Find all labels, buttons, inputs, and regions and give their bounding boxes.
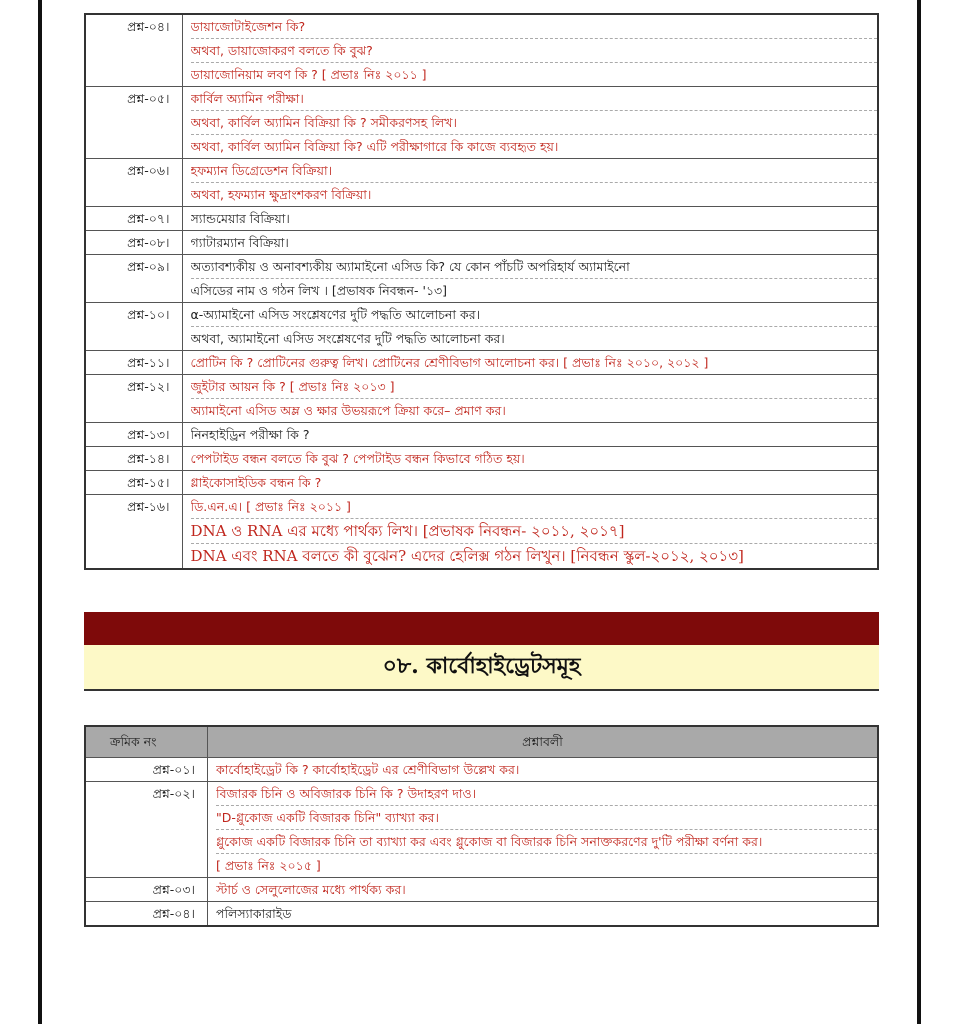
section-title-bar	[84, 645, 879, 691]
column-header-serial: ক্রমিক নং	[85, 726, 208, 758]
question-number: প্রশ্ন-১৩।	[85, 423, 182, 447]
question-text-cell	[182, 231, 878, 255]
question-line: "D-গ্লুকোজ একটি বিজারক চিনি" ব্যাখ্যা কর।	[216, 805, 877, 829]
question-number: প্রশ্ন-০৫।	[85, 87, 182, 159]
table-row	[85, 255, 878, 303]
table-row	[85, 471, 878, 495]
question-line: অ্যামাইনো এসিড অম্ল ও ক্ষার উভয়রূপে ক্রিয়া করে– প্রমাণ কর।	[191, 398, 878, 422]
question-text-cell	[182, 423, 878, 447]
question-line: ডায়াজোনিয়াম লবণ কি ? [ প্রভাঃ নিঃ ২০১১ ]	[191, 62, 878, 86]
table-row	[85, 351, 878, 375]
question-line: কার্বোহাইড্রেট কি ? কার্বোহাইড্রেট এর শ্রেণীবিভাগ উল্লেখ কর।	[216, 762, 520, 777]
question-text-cell	[182, 303, 878, 351]
question-number: প্রশ্ন-০৯।	[85, 255, 182, 303]
question-number: প্রশ্ন-০২।	[85, 782, 208, 878]
question-number: প্রশ্ন-১১।	[85, 351, 182, 375]
question-text-cell	[208, 902, 879, 927]
table-row	[85, 495, 878, 570]
question-line: DNA এবং RNA বলতে কী বুঝেন? এদের হেলিক্স গঠন লিখুন। [নিবন্ধন স্কুল-২০১২, ২০১৩]	[191, 543, 878, 568]
question-line: প্রোটিন কি ? প্রোটিনের গুরুত্ব লিখ। প্রোটিনের শ্রেণীবিভাগ আলোচনা কর। [ প্রভাঃ নিঃ ২০১০, ২০১২ ]	[190, 355, 709, 370]
question-line: ডায়াজোটাইজেশন কি?	[190, 19, 306, 34]
question-text-cell	[208, 878, 879, 902]
table-row	[85, 207, 878, 231]
question-number: প্রশ্ন-০৭।	[85, 207, 182, 231]
question-line: গ্লুকোজ একটি বিজারক চিনি তা ব্যাখ্যা কর এবং গ্লুকোজ বা বিজারক চিনি সনাক্তকরণের দু'টি পরীক্ষা বর্ণনা কর।	[216, 829, 877, 853]
question-line: জুইটার আয়ন কি ? [ প্রভাঃ নিঃ ২০১৩ ]	[190, 379, 395, 394]
table-row	[85, 87, 878, 159]
question-line: হফম্যান ডিগ্রেডেশন বিক্রিয়া।	[190, 163, 333, 178]
table-row	[85, 878, 878, 902]
question-line: নিনহাইড্রিন পরীক্ষা কি ?	[190, 427, 310, 442]
question-line: α-অ্যামাইনো এসিড সংশ্লেষণের দুটি পদ্ধতি আলোচনা কর।	[190, 307, 481, 322]
question-line: কার্বিল অ্যামিন পরীক্ষা।	[190, 91, 304, 106]
table-row	[85, 758, 878, 782]
question-line: ডি.এন.এ। [ প্রভাঃ নিঃ ২০১১ ]	[190, 499, 351, 514]
question-line: স্টার্চ ও সেলুলোজের মধ্যে পার্থক্য কর।	[216, 882, 406, 897]
table-row	[85, 782, 878, 878]
page-border-left	[38, 0, 42, 1024]
question-text-cell	[182, 14, 878, 87]
question-text-cell	[182, 447, 878, 471]
question-number: প্রশ্ন-১২।	[85, 375, 182, 423]
table-row	[85, 375, 878, 423]
question-table-1	[84, 13, 879, 570]
question-text-cell	[182, 159, 878, 207]
question-number: প্রশ্ন-০৮।	[85, 231, 182, 255]
question-text-cell	[182, 87, 878, 159]
question-line: গ্লাইকোসাইডিক বন্ধন কি ?	[190, 475, 322, 490]
section-header-band	[84, 612, 879, 645]
question-text-cell	[182, 495, 878, 570]
section-title: ০৮. কার্বোহাইড্রেটসমূহ	[382, 652, 581, 679]
column-header-questions: প্রশ্নাবলী	[208, 726, 879, 758]
question-line: DNA ও RNA এর মধ্যে পার্থক্য লিখ। [প্রভাষক নিবন্ধন- ২০১১, ২০১৭]	[191, 518, 878, 543]
question-number: প্রশ্ন-১৬।	[85, 495, 182, 570]
question-line: গ্যাটারম্যান বিক্রিয়া।	[190, 235, 289, 250]
table-row	[85, 231, 878, 255]
question-number: প্রশ্ন-০৪।	[85, 14, 182, 87]
table-row	[85, 303, 878, 351]
question-text-cell	[182, 471, 878, 495]
question-text-cell	[208, 758, 879, 782]
question-line: এসিডের নাম ও গঠন লিখ । [প্রভাষক নিবন্ধন- '১৩]	[191, 278, 878, 302]
table-row	[85, 447, 878, 471]
question-number: প্রশ্ন-১০।	[85, 303, 182, 351]
question-line: অথবা, অ্যামাইনো এসিড সংশ্লেষণের দুটি পদ্ধতি আলোচনা কর।	[191, 326, 878, 350]
question-line: পলিস্যাকারাইড	[216, 906, 292, 921]
table-row	[85, 14, 878, 87]
question-text-cell	[182, 255, 878, 303]
question-line: স্যান্ডমেয়ার বিক্রিয়া।	[190, 211, 290, 226]
question-text-cell	[182, 207, 878, 231]
question-number: প্রশ্ন-০৬।	[85, 159, 182, 207]
table-row	[85, 159, 878, 207]
question-text-cell	[182, 375, 878, 423]
question-line: বিজারক চিনি ও অবিজারক চিনি কি ? উদাহরণ দাও।	[216, 786, 477, 801]
question-number: প্রশ্ন-১৫।	[85, 471, 182, 495]
question-number: প্রশ্ন-০৪।	[85, 902, 208, 927]
question-number: প্রশ্ন-০১।	[85, 758, 208, 782]
table-row	[85, 902, 878, 927]
question-line: পেপটাইড বন্ধন বলতে কি বুঝ ? পেপটাইড বন্ধন কিভাবে গঠিত হয়।	[190, 451, 525, 466]
question-line: অথবা, ডায়াজোকরণ বলতে কি বুঝ?	[191, 38, 878, 62]
question-table-2	[84, 725, 879, 927]
question-line: অত্যাবশ্যকীয় ও অনাবশ্যকীয় অ্যামাইনো এসিড কি? যে কোন পাঁচটি অপরিহার্য অ্যামাইনো	[190, 259, 630, 274]
question-text-cell	[182, 351, 878, 375]
question-line: অথবা, হফম্যান ক্ষুদ্রাংশকরণ বিক্রিয়া।	[191, 182, 878, 206]
question-text-cell	[208, 782, 879, 878]
question-number: প্রশ্ন-০৩।	[85, 878, 208, 902]
question-line: অথবা, কার্বিল অ্যামিন বিক্রিয়া কি ? সমীকরণসহ লিখ।	[191, 110, 878, 134]
question-line: [ প্রভাঃ নিঃ ২০১৫ ]	[216, 853, 877, 877]
table-row	[85, 423, 878, 447]
page-border-right	[917, 0, 921, 1024]
table-header-row	[85, 726, 878, 758]
question-number: প্রশ্ন-১৪।	[85, 447, 182, 471]
question-line: অথবা, কার্বিল অ্যামিন বিক্রিয়া কি? এটি পরীক্ষাগারে কি কাজে ব্যবহৃত হয়।	[191, 134, 878, 158]
